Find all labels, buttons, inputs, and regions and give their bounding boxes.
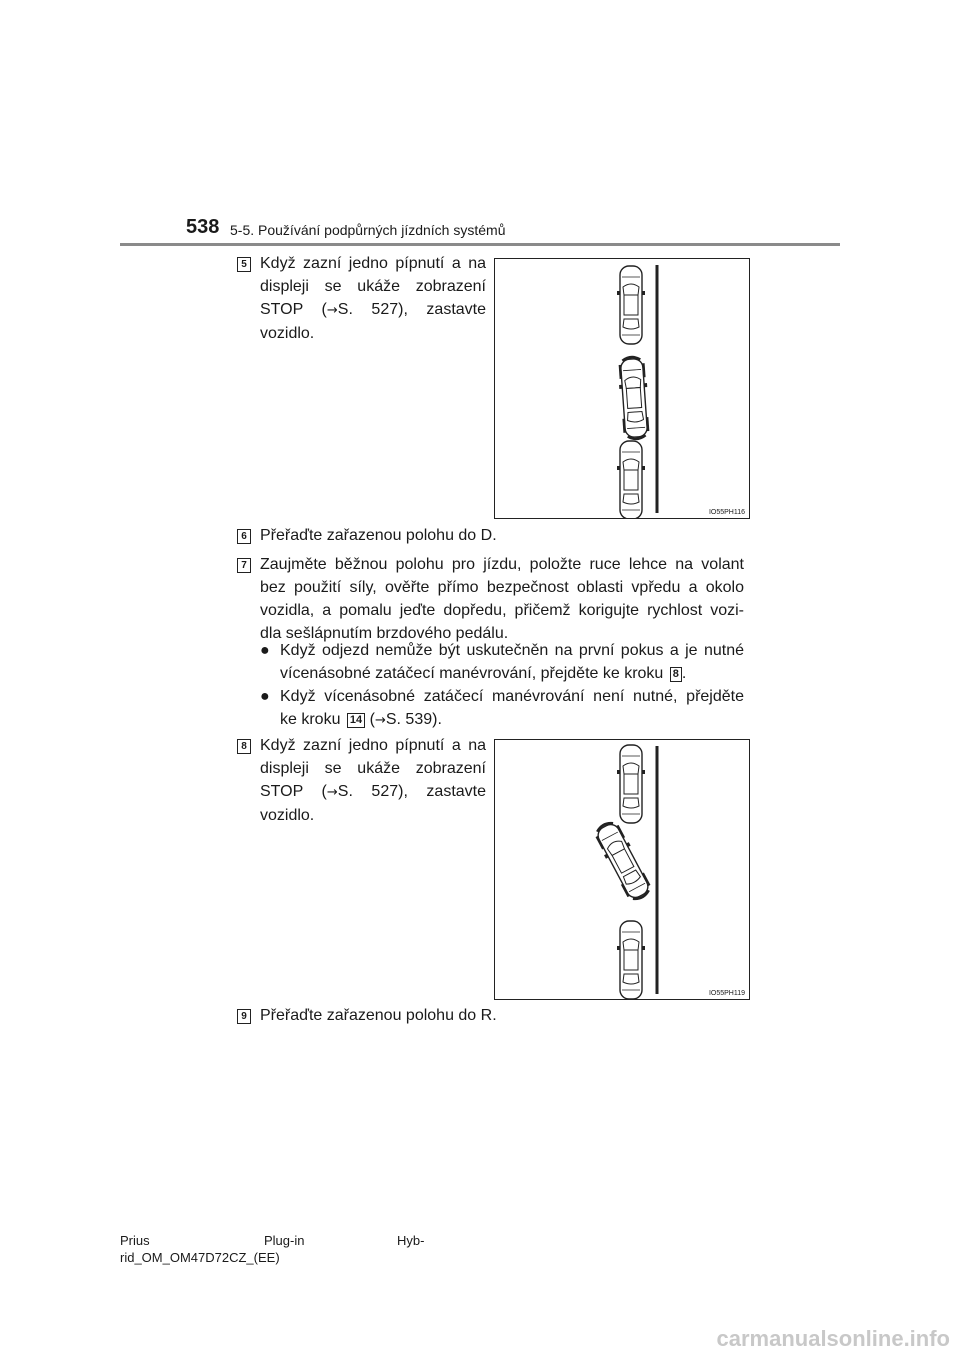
step-ref-8: 8 — [670, 667, 682, 682]
step-5-line-1: Když zazní jedno pípnutí a na — [260, 255, 486, 272]
step-5-text — [260, 252, 486, 345]
step-6-badge: 6 — [237, 529, 251, 544]
step-7-line-3: vozidla, a pomalu jeďte dopředu, přičemž korigujte rychlost vozi- — [260, 602, 744, 619]
step-8-line-4: vozidlo. — [260, 807, 315, 824]
header-rule — [120, 243, 840, 246]
bullet-2-line-2: ke kroku 14 (→S. 539). — [280, 711, 442, 728]
figure-parking-2 — [494, 739, 750, 1000]
bullet-1-line-1: Když odjezd nemůže být uskutečněn na první pokus a je nutné — [280, 642, 744, 659]
step-5-line-4: vozidlo. — [260, 325, 315, 342]
parking-diagram-1 — [495, 259, 749, 518]
step-7-line-1: Zaujměte běžnou polohu pro jízdu, položte ruce lehce na volant — [260, 556, 744, 573]
footer-model-code: rid_OM_OM47D72CZ_(EE) — [120, 1250, 280, 1265]
section-title: 5-5. Používání podpůrných jízdních systémů — [230, 222, 506, 238]
step-7-bullet-1 — [280, 639, 744, 685]
step-5-line-2: displeji se ukáže zobrazení — [260, 278, 486, 295]
step-7-text — [260, 553, 744, 645]
step-6-text: Přeřaďte zařazenou polohu do D. — [260, 527, 497, 544]
step-9-badge: 9 — [237, 1009, 251, 1024]
figure-code-1: IO55PH116 — [708, 509, 745, 516]
page-number: 538 — [186, 216, 220, 238]
step-7-line-2: bez použití síly, ověřte přímo bezpečnost oblasti vpředu a okolo — [260, 579, 744, 596]
step-8-line-3: STOP (→S. 527), zastavte — [260, 783, 487, 800]
arrow-icon: → — [326, 303, 338, 318]
step-ref-14: 14 — [347, 713, 365, 728]
footer-prius: Prius — [120, 1233, 150, 1248]
arrow-icon: → — [326, 785, 338, 800]
step-5-badge: 5 — [237, 257, 251, 272]
step-5-line-3: STOP (→S. 527), zastavte — [260, 301, 487, 318]
step-7-line-4: dla sešlápnutím brzdového pedálu. — [260, 625, 509, 642]
step-8-line-2: displeji se ukáže zobrazení — [260, 760, 486, 777]
figure-parking-1 — [494, 258, 750, 519]
bullet-icon: ● — [260, 688, 270, 705]
bullet-2-line-1: Když vícenásobné zatáčecí manévrování není nutné, přejděte — [280, 688, 744, 705]
step-8-line-1: Když zazní jedno pípnutí a na — [260, 737, 486, 754]
bullet-icon: ● — [260, 642, 270, 659]
parking-diagram-2 — [495, 740, 749, 999]
step-8-text — [260, 734, 486, 827]
step-7-bullet-2 — [280, 685, 744, 732]
footer-hyb: Hyb- — [397, 1233, 425, 1248]
step-9-text: Přeřaďte zařazenou polohu do R. — [260, 1007, 497, 1024]
footer-plugin: Plug-in — [264, 1233, 305, 1248]
bullet-1-line-2: vícenásobné zatáčecí manévrování, přejděte ke kroku 8 . — [280, 665, 687, 682]
arrow-icon: → — [374, 713, 386, 728]
step-8-badge: 8 — [237, 739, 251, 754]
step-7-badge: 7 — [237, 558, 251, 573]
figure-code-2: IO55PH119 — [708, 990, 745, 997]
watermark: carmanualsonline.info — [716, 1326, 950, 1351]
